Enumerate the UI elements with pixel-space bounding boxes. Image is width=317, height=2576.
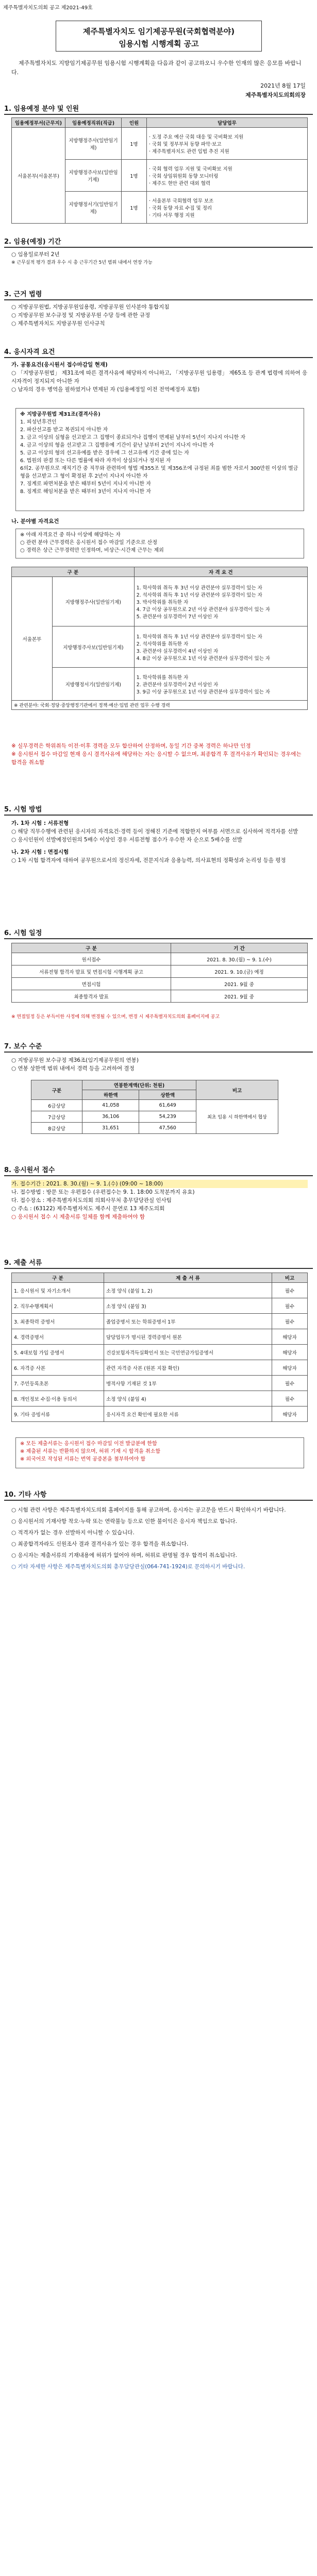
sec1-duties: · 국회 협력 업무 지원 및 국비확보 지원 · 국회 상임위원회 동향 모니터링 · 제주도 현안 관련 대외 협력 [147,160,308,192]
box2-line: ※ 아래 자격요건 중 하나 이상에 해당하는 자 [20,532,121,538]
sec2-body [11,250,308,267]
docs-note: 해당자 [272,1406,308,1422]
sec1-duties: · 서울본부 국회협력 업무 보조 · 국회 동향 자료 수집 및 정리 · 기타 서무 행정 지원 [147,192,308,224]
salary-th: 연봉한계액(단위: 천원) [82,1080,196,1090]
sec4-sub2-wrap [11,517,308,526]
sec3-line: ○ 지방공무원법, 지방공무원임용령, 지방공무원 인사분야 통합지침 [11,304,170,310]
docs-val: 졸업증명서 또는 학위증명서 1부 [104,1314,272,1329]
box1-line: 6의2. 공무원으로 재직기간 중 직무와 관련하여 형법 제355조 및 제356조에 규정된 죄를 범한 자로서 300만원 이상의 벌금형을 선고받고 그 형이 확정된 후 2년이 지나지 아니한 자 [20,466,298,479]
sec8-line: ○ 응시원서 접수 시 제출서류 일체를 함께 제출하여야 함 [11,1214,145,1220]
docs-val: 병적사항 기재된 것 1부 [104,1376,272,1391]
sec2-line: ○ 임용일로부터 2년 [11,251,60,258]
docs-key: 5. 4대보험 가입 증명서 [12,1345,104,1360]
sec1-th: 임용예정직위(직급) [65,118,122,128]
docs-note: 해당자 [272,1360,308,1376]
sec5-line: ○ 해당 직무수행에 관련된 응시자의 자격요건·경력 등이 정해진 기준에 적합한지 여부를 서면으로 심사하여 적격자를 선발 [11,828,298,835]
date-block [245,81,306,100]
docs-note: 필수 [272,1376,308,1391]
docs-th: 비고 [272,1273,308,1283]
docs-key: 9. 기타 증빙서류 [12,1406,104,1422]
box1-title: ※ 지방공무원법 제31조(결격사유) [20,412,101,417]
docs-key: 1. 응시원서 및 자기소개서 [12,1283,104,1298]
sec10-line: ○ 기타 자세한 사항은 제주특별자치도의회 총무담당관실(064-741-1924)로 문의하시기 바랍니다. [11,1564,245,1570]
salary-th: 비고 [196,1080,278,1100]
qual-th: 구 분 [12,567,135,577]
salary-table [31,1080,278,1134]
schedule-key: 원서접수 [12,953,171,965]
schedule-val: 2021. 8. 30.(월) ~ 9. 1.(수) [171,953,308,965]
sec5-line: ○ 1차 시험 합격자에 대하여 공무원으로서의 정신자세, 전문지식과 응용능력, 의사표현의 정확성과 논리성 등을 평정 [11,857,286,863]
schedule-val: 2021. 9월 중 [171,990,308,1003]
qual-th: 자 격 요 건 [134,567,307,577]
docs-note: 필수 [272,1391,308,1406]
docs-note: 필수 [272,1283,308,1298]
sec8-line: 가. 접수기간 : 2021. 8. 30.(월) ~ 9. 1.(수) (09:00 ~ 18:00) [11,1180,308,1188]
box1-line: 1. 피성년후견인 [20,419,57,425]
salary-high: 61,649 [139,1100,196,1111]
docs-key: 8. 개인정보 수집·이용 동의서 [12,1391,104,1406]
salary-grade: 7급상당 [31,1111,82,1123]
sec4-notes [11,742,308,767]
docs-key: 3. 최종학력 증명서 [12,1314,104,1329]
sec10-line: ○ 응시원서의 기재사항 착오·누락 또는 연락불능 등으로 인한 불이익은 응시자 책임으로 합니다. [11,1518,237,1524]
docs-val: 응시자격 요건 확인에 필요한 서류 [104,1406,272,1422]
sec10-line: ○ 적격자가 없는 경우 선발하지 아니할 수 있습니다. [11,1530,135,1536]
box1-line: 2. 파산선고를 받고 복권되지 아니한 자 [20,427,108,433]
schedule-val: 2021. 9월 중 [171,978,308,990]
salary-subth: 상한액 [139,1090,196,1100]
docs-note: 필수 [272,1314,308,1329]
sec4-sub1: 가. 공통요건(응시원서 접수마감일 현재) [11,362,108,368]
schedule-table [11,943,308,1003]
sec8-body [11,1180,308,1221]
documents-table [11,1273,308,1422]
disqualification-box [15,408,304,511]
box1-line: 5. 금고 이상의 형의 선고유예를 받은 경우에 그 선고유예 기간 중에 있는 자 [20,450,189,456]
docs-key: 4. 경력증명서 [12,1329,104,1345]
sec3-heading: 3. 근거 법령 [4,289,313,300]
qual-pos: 지방행정주사보(일반임기제) [53,626,135,668]
box1-line: 6. 법원의 판결 또는 다른 법률에 따라 자격이 상실되거나 정지된 자 [20,458,171,464]
qual-pos: 지방행정주사(일반임기제) [53,577,135,626]
box2-line: ○ 경력은 상근 근무경력만 인정하며, 비상근·시간제 근무는 제외 [20,548,164,553]
docs-th: 구 분 [12,1273,104,1283]
docs-box-line: ※ 외국어로 작성된 서류는 번역 공증본을 첨부하여야 함 [20,1456,146,1462]
salary-high: 54,239 [139,1111,196,1123]
sec2-line: ※ 근무실적 평가 결과 우수 시 총 근무기간 5년 범위 내에서 연장 가능 [11,260,153,265]
sec7-heading: 7. 보수 수준 [4,1041,313,1053]
sec5-heading: 5. 시험 방법 [4,804,313,816]
sec1-th: 담당업무 [147,118,308,128]
docs-th: 제 출 서 류 [104,1273,272,1283]
sec5-line: 가. 1차 시험 : 서류전형 [11,820,69,826]
title-box [56,21,262,52]
sec1-th: 임용예정부서(근무지) [12,118,65,128]
sec3-body [11,303,308,328]
sec8-line: 다. 접수장소 : 제주특별자치도의회 의회사무처 총무담당관실 인사팀 [11,1197,172,1204]
sec4-sub2: 나. 분야별 자격요건 [11,518,59,524]
box1-line: 4. 금고 이상의 형을 선고받고 그 집행유예 기간이 끝난 날부터 2년이 지나지 아니한 자 [20,443,214,448]
sec6-note: ※ 면접일정 등은 부득이한 사정에 의해 변경될 수 있으며, 변경 시 제주특별자치도의회 홈페이지에 공고 [11,1014,220,1020]
docs-box-line: ※ 모든 제출서류는 응시원서 접수 마감일 이전 발급분에 한함 [20,1441,157,1447]
sec10-line: ○ 응시자는 제출서류의 기재내용에 허위가 없어야 하며, 허위로 판명될 경우 합격이 취소됩니다. [11,1552,237,1558]
salary-high: 47,560 [139,1123,196,1134]
qual-pos: 지방행정서기(일반임기제) [53,668,135,701]
sec3-line: ○ 지방공무원 보수규정 및 지방공무원 수당 등에 관한 규정 [11,312,151,318]
salary-grade: 8급상당 [31,1123,82,1134]
sec9-heading: 9. 제출 서류 [4,1257,313,1269]
sec7-body [11,1056,308,1073]
sec8-line: ○ 주소 : (63122) 제주특별자치도 제주시 문연로 13 제주도의회 [11,1206,165,1212]
docs-note: 해당자 [272,1329,308,1345]
sec5-line: 나. 2차 시험 : 면접시험 [11,849,69,855]
docs-val: 건강보험자격득실확인서 또는 국민연금가입증명서 [104,1345,272,1360]
qual-req: 1. 학사학위 취득 후 3년 이상 관련분야 실무경력이 있는 자 2. 석사학위 취득 후 1년 이상 관련분야 실무경력이 있는 자 3. 박사학위를 취득한 자 4. 7급 이상 공무원으로 2년 이상 관련분야 실무경력이 있는 자 5. 관련분야 실무경력이 7년 이상인 자 [134,577,307,626]
sec4-body [11,361,308,394]
schedule-th: 구 분 [12,943,171,953]
sec6-note-wrap [11,1013,308,1021]
sec4-note: ※ 응시원서 접수 마감일 현재 응시 결격사유에 해당하는 자는 응시할 수 없으며, 최종합격 후 결격사유가 확인되는 경우에는 합격을 취소함 [11,751,302,766]
sec8-line: 나. 접수방법 : 방문 또는 우편접수 (우편접수는 9. 1. 18:00 도착분까지 유효) [11,1189,195,1195]
qual-req: 1. 학사학위를 취득한 자 2. 관련분야 실무경력이 2년 이상인 자 3. 9급 이상 공무원으로 1년 이상 관련분야 실무경력이 있는 자 [134,668,307,701]
docs-val: 관련 자격증 사본 (원본 지참 확인) [104,1360,272,1376]
docs-val: 소정 양식 (붙임 4) [104,1391,272,1406]
sec7-line: ○ 지방공무원 보수규정 제36조(임기제공무원의 연봉) [11,1057,139,1063]
issuer: 제주특별자치도의회의장 [245,92,306,98]
schedule-val: 2021. 9. 10.(금) 예정 [171,965,308,978]
qual-note: ※ 관련분야: 국회·정당·중앙행정기관에서 정책·예산·입법 관련 업무 수행 경력 [12,701,308,710]
sec1-dept: 서울본부(서울본부) [12,128,65,224]
docs-note: 필수 [272,1298,308,1314]
box2-line: ○ 관련 분야 근무경력은 응시원서 접수 마감일 기준으로 산정 [20,540,157,546]
docs-key: 7. 주민등록초본 [12,1376,104,1391]
qual-dept: 서울본부 [12,577,53,701]
qualification-note-box [15,529,304,558]
docs-key: 6. 자격증 사본 [12,1360,104,1376]
sec1-pos: 지방행정서기(일반임기제) [65,192,122,224]
sec4-heading: 4. 응시자격 요건 [4,346,313,358]
schedule-key: 최종합격자 발표 [12,990,171,1003]
sec10-line: ○ 최종합격자라도 신원조사 결과 결격사유가 있는 경우 합격을 취소합니다. [11,1541,189,1547]
box1-line: 8. 징계로 해임처분을 받은 때부터 3년이 지나지 아니한 자 [20,489,151,495]
doc-number: 제주특별자치도의회 공고 제2021-49호 [3,5,93,11]
salary-subth: 하한액 [82,1090,139,1100]
salary-low: 41,058 [82,1100,139,1111]
sec1-th: 인원 [122,118,147,128]
salary-remark: 최초 임용 시 하한액에서 협상 [196,1100,278,1134]
docs-note: 해당자 [272,1345,308,1360]
salary-low: 36,106 [82,1111,139,1123]
schedule-th: 기 간 [171,943,308,953]
intro-text: 제주특별자치도 지방임기제공무원 임용시험 시행계획을 다음과 같이 공고하오니 우수한 인재의 많은 응모를 바랍니다. [11,60,302,76]
sec1-table [11,117,308,224]
title-line1: 제주특별자치도 임기제공무원(국회협력분야) [82,27,235,36]
sec6-heading: 6. 시험 일정 [4,927,313,939]
sec5-body [11,819,308,865]
sec3-line: ○ 제주특별자치도 지방공무원 인사규칙 [11,320,105,327]
salary-low: 31,651 [82,1123,139,1134]
salary-th: 구분 [31,1080,82,1100]
sec10-heading: 10. 기타 사항 [4,1489,313,1501]
sec1-pos: 지방행정주사(일반임기제) [65,128,122,160]
docs-val: 담당업무가 명시된 경력증명서 원본 [104,1329,272,1345]
sec1-count: 1명 [122,192,147,224]
qual-req: 1. 학사학위 취득 후 1년 이상 관련분야 실무경력이 있는 자 2. 석사학위를 취득한 자 3. 관련분야 실무경력이 4년 이상인 자 4. 8급 이상 공무원으로 1년 이상 관련분야 실무경력이 있는 자 [134,626,307,668]
sec8-heading: 8. 응시원서 접수 [4,1164,313,1176]
sec1-heading: 1. 임용예정 분야 및 인원 [4,103,313,115]
docs-box-line: ※ 제출된 서류는 반환하지 않으며, 허위 기재 시 합격을 취소함 [20,1449,161,1454]
sec4-line: ○ 남자의 경우 병역을 필하였거나 면제된 자 (임용예정일 이전 전역예정자 포함) [11,386,200,393]
sec10-body [11,1504,308,1572]
title-line2: 임용시험 시행계획 공고 [119,39,199,48]
docs-val: 소정 양식 (붙임 1, 2) [104,1283,272,1298]
schedule-key: 서류전형 합격자 발표 및 면접시험 시행계획 공고 [12,965,171,978]
qualification-table [11,567,308,710]
sec4-line: ○ 「지방공무원법」 제31조에 따른 결격사유에 해당하지 아니하고, 「지방공무원 임용령」 제65조 등 관계 법령에 의하여 응시자격이 정지되지 아니한 자 [11,370,308,384]
sec10-line: ○ 시험 관련 사항은 제주특별자치도의회 홈페이지를 통해 공고하며, 응시자는 공고문을 반드시 확인하시기 바랍니다. [11,1507,286,1513]
sec1-duties: · 도정 주요 예산 국회 대응 및 국비확보 지원 · 국회 및 정부부처 동향 파악·보고 · 제주특별자치도 관련 입법 추진 지원 [147,128,308,160]
schedule-key: 면접시험 [12,978,171,990]
docs-key: 2. 직무수행계획서 [12,1298,104,1314]
sec4-note: ※ 실무경력은 학위취득 이전·이후 경력을 모두 합산하여 산정하며, 동일 기간 중복 경력은 하나만 인정 [11,743,251,749]
docs-val: 소정 양식 (붙임 3) [104,1298,272,1314]
box1-line: 3. 금고 이상의 실형을 선고받고 그 집행이 종료되거나 집행이 면제된 날부터 5년이 지나지 아니한 자 [20,435,246,440]
sec7-line: ○ 연봉 상한액 범위 내에서 경력 등을 고려하여 결정 [11,1065,135,1072]
sec1-count: 1명 [122,160,147,192]
docs-notes-box [15,1437,304,1468]
date: 2021년 8월 17일 [260,82,306,89]
sec1-count: 1명 [122,128,147,160]
sec2-heading: 2. 임용(예정) 기간 [4,236,313,248]
sec1-pos: 지방행정주사보(일반임기제) [65,160,122,192]
salary-grade: 6급상당 [31,1100,82,1111]
box1-line: 7. 징계로 파면처분을 받은 때부터 5년이 지나지 아니한 자 [20,481,151,487]
sec5-line: ○ 응시인원이 선발예정인원의 5배수 이상인 경우 서류전형 점수가 우수한 자 순으로 5배수를 선발 [11,837,243,843]
